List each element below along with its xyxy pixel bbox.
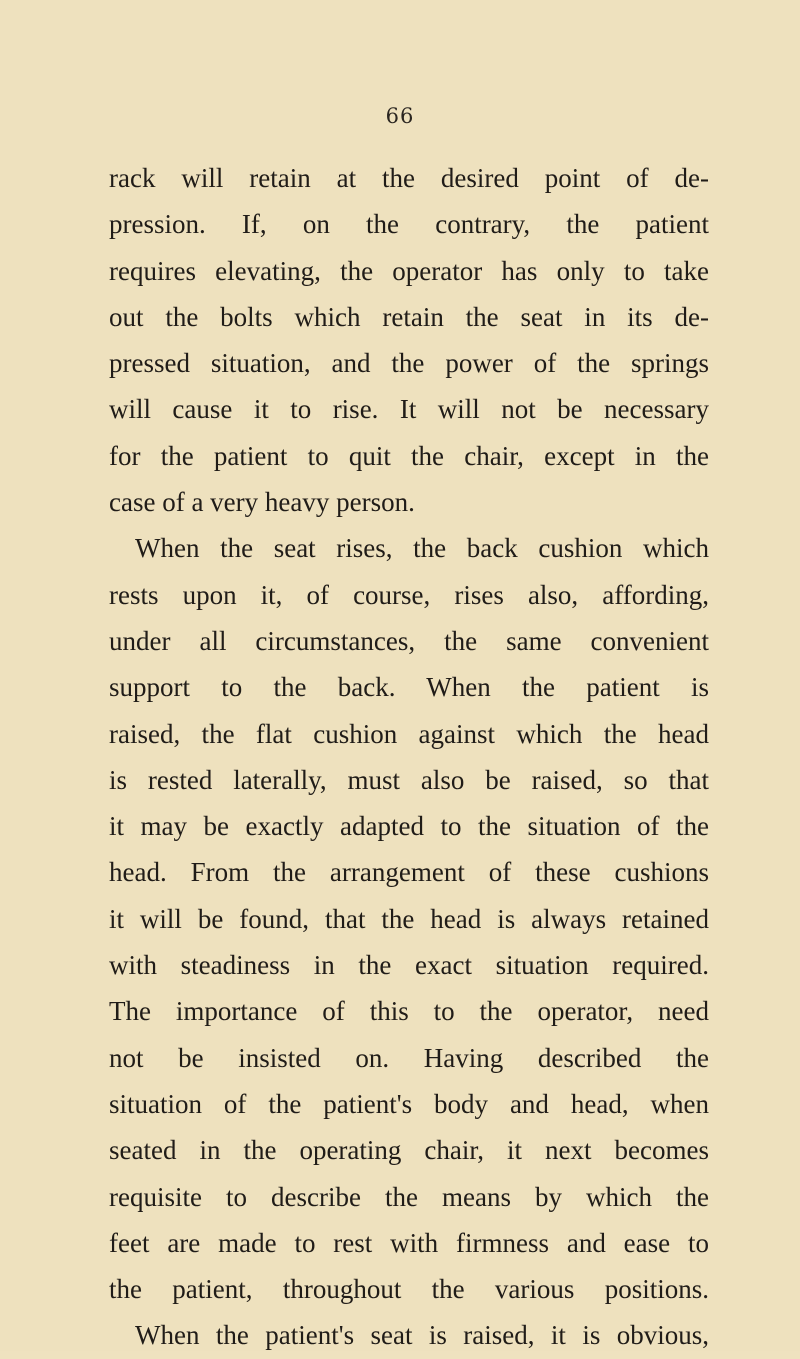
text-line: rests upon it, of course, rises also, affording, xyxy=(109,579,709,610)
text-line: pression. If, on the contrary, the patient xyxy=(109,209,709,240)
text-line: seated in the operating chair, it next becomes xyxy=(109,1135,709,1166)
text-line: feet are made to rest with firmness and ease to xyxy=(109,1227,709,1258)
text-line: When the seat rises, the back cushion which xyxy=(135,533,709,564)
text-line: The importance of this to the operator, need xyxy=(109,996,709,1027)
body-text xyxy=(109,155,709,1359)
page-number: 66 xyxy=(385,104,415,128)
text-line: under all circumstances, the same convenient xyxy=(109,625,709,656)
text-line: will cause it to rise. It will not be necessary xyxy=(109,394,709,425)
text-line: raised, the flat cushion against which the head xyxy=(109,718,709,749)
text-line: it will be found, that the head is always retained xyxy=(109,903,709,934)
text-line: with steadiness in the exact situation required. xyxy=(109,950,709,981)
text-line: case of a very heavy person. xyxy=(109,487,415,518)
text-line: out the bolts which retain the seat in its de- xyxy=(109,301,709,332)
text-line: When the patient's seat is raised, it is obvious, xyxy=(135,1320,709,1351)
text-line: rack will retain at the desired point of de- xyxy=(109,163,709,193)
text-line: is rested laterally, must also be raised, so that xyxy=(109,764,709,795)
text-line: head. From the arrangement of these cushions xyxy=(109,857,709,888)
text-line: not be insisted on. Having described the xyxy=(109,1042,709,1073)
text-line: requisite to describe the means by which the xyxy=(109,1181,709,1212)
text-line: support to the back. When the patient is xyxy=(109,672,709,703)
text-line: for the patient to quit the chair, except in the xyxy=(109,440,709,471)
text-line: it may be exactly adapted to the situation of the xyxy=(109,811,709,842)
text-line: situation of the patient's body and head, when xyxy=(109,1088,709,1119)
text-line: pressed situation, and the power of the springs xyxy=(109,348,709,379)
text-line: requires elevating, the operator has only to take xyxy=(109,255,709,286)
text-line: the patient, throughout the various positions. xyxy=(109,1274,709,1305)
